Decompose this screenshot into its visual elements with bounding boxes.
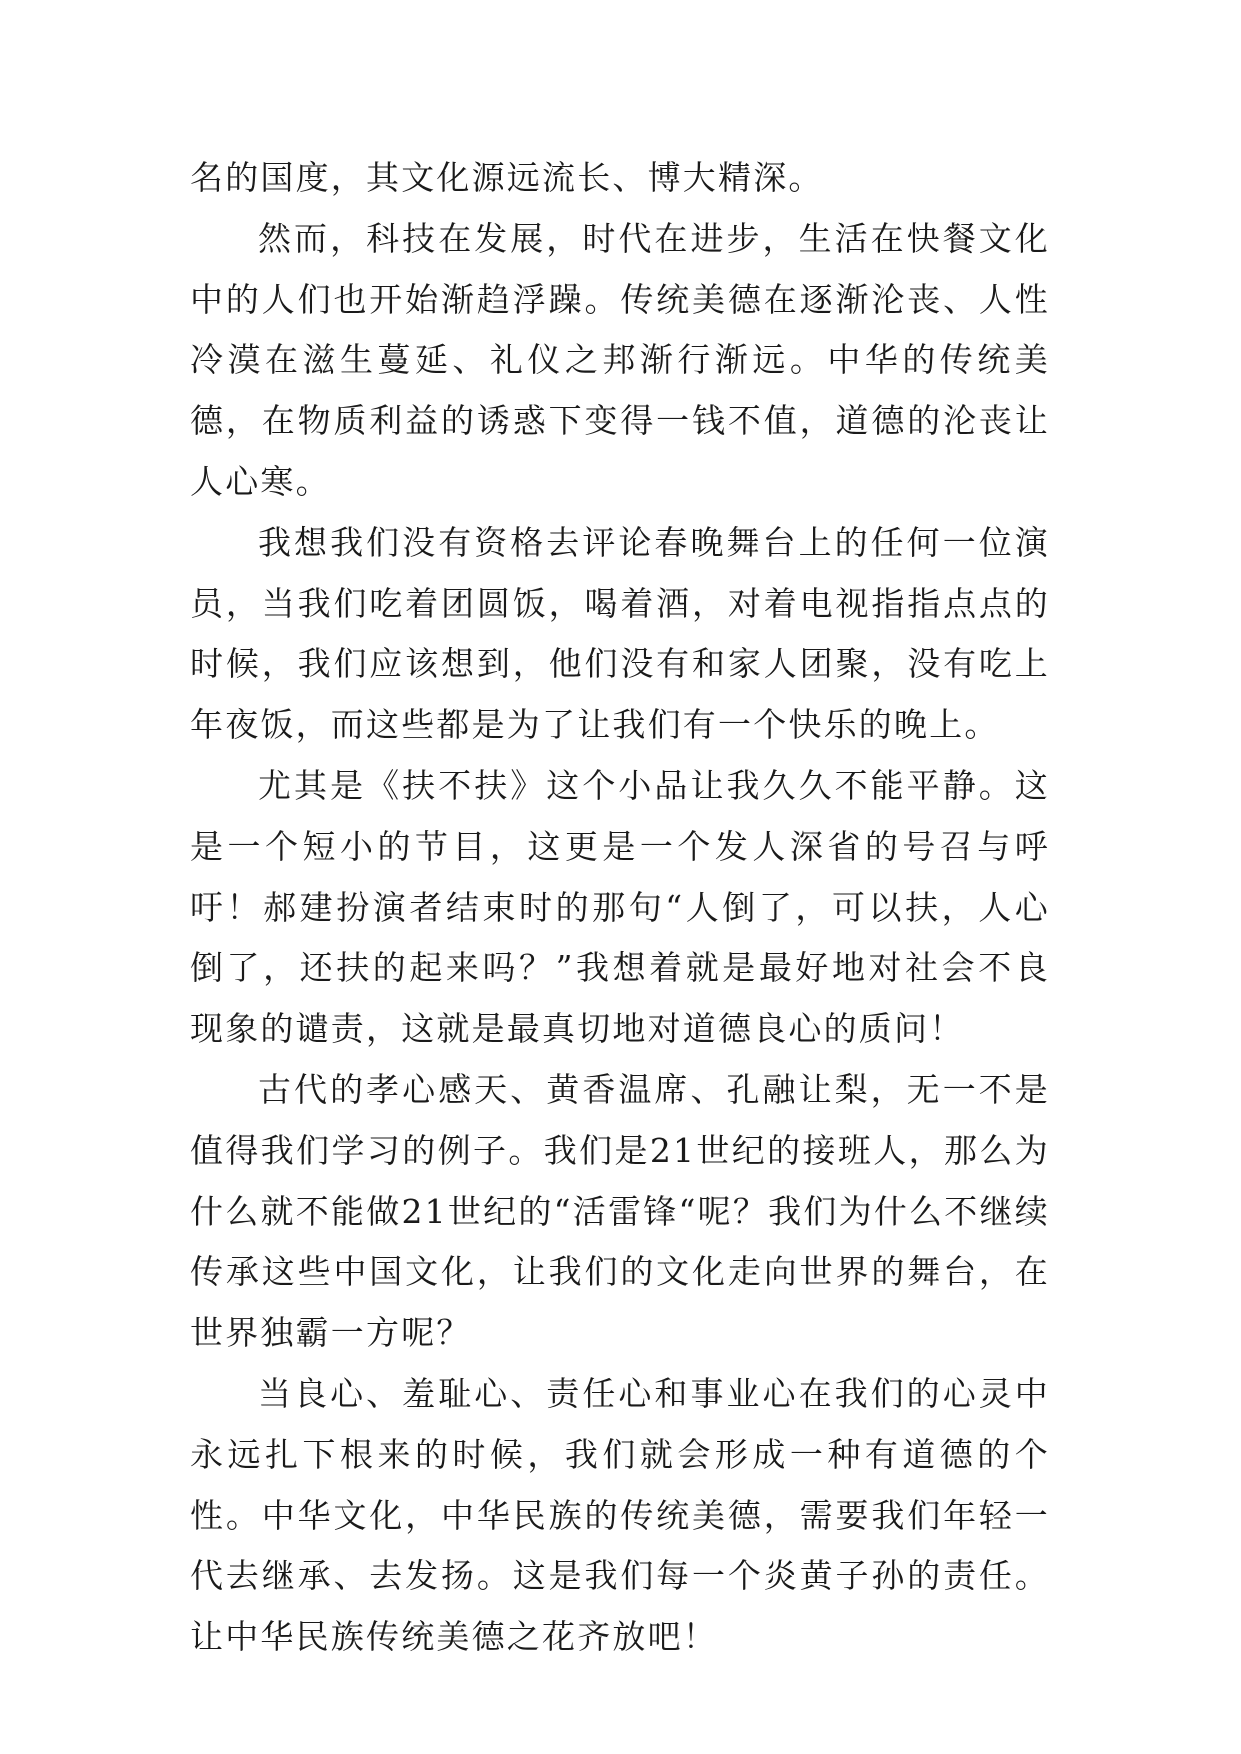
paragraph-6: 当良心、羞耻心、责任心和事业心在我们的心灵中永远扎下根来的时候，我们就会形成一种有道德的个性。中华文化，中华民族的传统美德，需要我们年轻一代去继承、去发扬。这是我们每一个炎黄子孙的责任。让中华民族传统美德之花齐放吧！	[190, 1373, 1050, 1657]
paragraph-4: 尤其是《扶不扶》这个小品让我久久不能平静。这是一个短小的节目，这更是一个发人深省的号召与呼吁！郝建扮演者结束时的那句“人倒了，可以扶，人心倒了，还扶的起来吗？”我想着就是最好地对社会不良现象的谴责，这就是最真切地对道德良心的质问！	[190, 765, 1050, 1049]
paragraph-3: 我想我们没有资格去评论春晚舞台上的任何一位演员，当我们吃着团圆饭，喝着酒，对着电视指指点点的时候，我们应该想到，他们没有和家人团聚，没有吃上年夜饭，而这些都是为了让我们有一个快乐的晚上。	[190, 522, 1050, 745]
paragraph-1: 名的国度，其文化源远流长、博大精深。	[190, 158, 824, 197]
document-page	[190, 148, 1050, 1668]
paragraph-2: 然而，科技在发展，时代在进步，生活在快餐文化中的人们也开始渐趋浮躁。传统美德在逐渐沦丧、人性冷漠在滋生蔓延、礼仪之邦渐行渐远。中华的传统美德，在物质利益的诱惑下变得一钱不值，道德的沦丧让人心寒。	[190, 218, 1050, 501]
paragraph-5: 古代的孝心感天、黄香温席、孔融让梨，无一不是值得我们学习的例子。我们是21世纪的接班人，那么为什么就不能做21世纪的“活雷锋“呢？我们为什么不继续传承这些中国文化，让我们的文化走向世界的舞台，在世界独霸一方呢？	[190, 1069, 1050, 1353]
